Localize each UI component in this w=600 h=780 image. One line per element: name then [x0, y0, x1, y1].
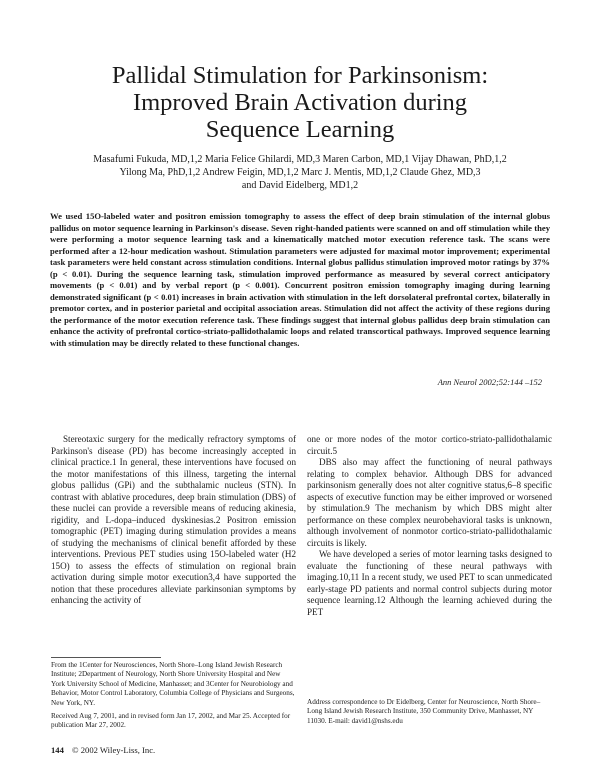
correspondence-note: Address correspondence to Dr Eidelberg, Center for Neuroscience, North Shore–Long Island Jewish Research Institute, 350 Community Drive, Manhasset, NY 11030. E-mail: david1@nshs.edu: [307, 698, 541, 725]
footnote-correspondence: [307, 698, 552, 726]
copyright: © 2002 Wiley-Liss, Inc.: [72, 745, 156, 755]
page-number: 144: [51, 745, 64, 755]
page-footer: [51, 745, 155, 755]
affiliation-note: From the 1Center for Neurosciences, North Shore–Long Island Jewish Research Institute; 2Department of Neurology, North Shore University Hospital and New York University School of Medicine, Manhasset; and 3Center for Neurobiology and Behavior, Motor Control Laboratory, Columbia College of Physicians and Surgeons, New York, NY.: [51, 661, 295, 707]
author-line: Yilong Ma, PhD,1,2 Andrew Feigin, MD,1,2 Marc J. Mentis, MD,1,2 Claude Ghez, MD,3: [119, 167, 481, 178]
footnote-affiliations: [51, 661, 296, 731]
abstract: We used 15O-labeled water and positron emission tomography to assess the effect of deep brain stimulation of the internal globus pallidus on motor sequence learning in Parkinson's disease. Seven right-handed patients were scanned on and off stimulation while they were performing a motor sequence learning task and a kinematically matched motor execution reference task. The scans were performed after a 12-hour medication washout. Stimulation parameters were adjusted for maximal motor improvement; experimental task parameters were held constant across stimulation conditions. Internal globus pallidus stimulation improved motor ratings by 37% (p < 0.01). During the sequence learning task, stimulation improved performance as measured by several correct anticipatory movements (p < 0.01) and by verbal report (p < 0.001). Concurrent positron emission tomography imaging during learning demonstrated significant (p < 0.01) increases in brain activation with stimulation in the left dorsolateral prefrontal cortex, bilaterally in premotor cortex, and in posterior parietal and occipital association areas. Stimulation did not affect the activity of these regions during the performance of the motor execution reference task. These findings suggest that internal globus pallidus deep brain stimulation can enhance the activity of prefrontal cortico-striato-pallidothalamic loops and related transcortical pathways. Improved sequence learning with stimulation may be directly related to these functional changes.: [50, 211, 550, 348]
body-column-left: [51, 434, 296, 607]
body-column-right: [307, 434, 552, 618]
body-paragraph: DBS also may affect the functioning of neural pathways relating to complex behavior. Although DBS for advanced parkinsonism generally does not alter cognitive status,6–8 specific aspects of executive function may be either improved or worsened by stimulation.9 The mechanism by which DBS might alter performance on these complex neurobehavioral tasks is unknown, although involvement of nonmotor cortico-striato-pallidothalamic circuits is likely.: [307, 457, 552, 548]
title-line: Improved Brain Activation during: [132, 89, 468, 116]
body-paragraph: We have developed a series of motor learning tasks designed to evaluate the functioning of these neural pathways with imaging.10,11 In a recent study, we used PET to scan unmedicated early-stage PD patients and normal control subjects during motor sequence learning.12 Although the learning achieved during the PET: [307, 549, 552, 617]
journal-citation: Ann Neurol 2002;52:144 –152: [437, 377, 542, 387]
title-line: Pallidal Stimulation for Parkinsonism:: [111, 62, 489, 89]
footnote-divider: [51, 657, 161, 658]
body-paragraph: Stereotaxic surgery for the medically refractory symptoms of Parkinson's disease (PD) has become increasingly accepted in clinical practice.1 In general, these interventions have focused on the motor manifestations of this illness, targeting the internal globus pallidus (GPi) and the subthalamic nucleus (STN). In contrast with ablative procedures, deep brain stimulation (DBS) of these nuclei can provide a reversible means of reducing akinesia, rigidity, and L-dopa–induced dyskinesias.2 Positron emission tomographic (PET) imaging during stimulation provides a means of studying the mechanisms of clinical benefit afforded by these interventions. Previous PET studies using 15O-labeled water (H2 15O) to assess the effects of stimulation on regional brain activation during simple motor execution3,4 have supported the notion that these procedures alleviate parkinsonian symptoms by enhancing the activity of: [51, 434, 296, 605]
author-line: and David Eidelberg, MD1,2: [241, 180, 359, 191]
author-list: [60, 153, 540, 192]
body-paragraph: one or more nodes of the motor cortico-striato-pallidothalamic circuit.5: [307, 434, 552, 456]
author-line: Masafumi Fukuda, MD,1,2 Maria Felice Ghilardi, MD,3 Maren Carbon, MD,1 Vijay Dhawan, PhD,1,2: [93, 154, 507, 165]
title-line: Sequence Learning: [205, 116, 395, 143]
article-title: [40, 62, 560, 143]
received-note: Received Aug 7, 2001, and in revised form Jan 17, 2002, and Mar 25. Accepted for publication Mar 27, 2002.: [51, 712, 291, 730]
